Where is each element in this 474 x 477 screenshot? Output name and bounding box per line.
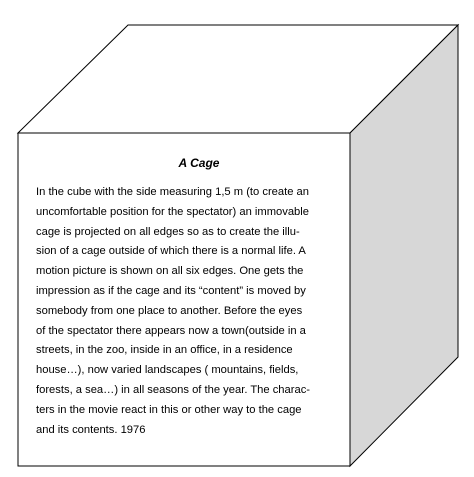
panel-body: In the cube with the side measuring 1,5 m (to create an uncomfortable position for the spectator) an immovable cage is projected on all edges so as to create the illu- sion of a cage outside of which there is a normal life. A motion picture is shown on all six edges. One gets the impression as if the cage and its “content” is moved by somebody from one place to another. Before the eyes of the spectator there appears now a town(outside in a streets, in the zoo, inside in an office, in a residence house…), now varied landscapes ( mountains, fields, forests, a sea…) in all seasons of the year. The charac- ters in the movie react in this or other way to the cage and its contents. 1976 [36, 186, 311, 436]
panel-title: A Cage [178, 156, 220, 170]
cube-front-text [36, 156, 342, 440]
